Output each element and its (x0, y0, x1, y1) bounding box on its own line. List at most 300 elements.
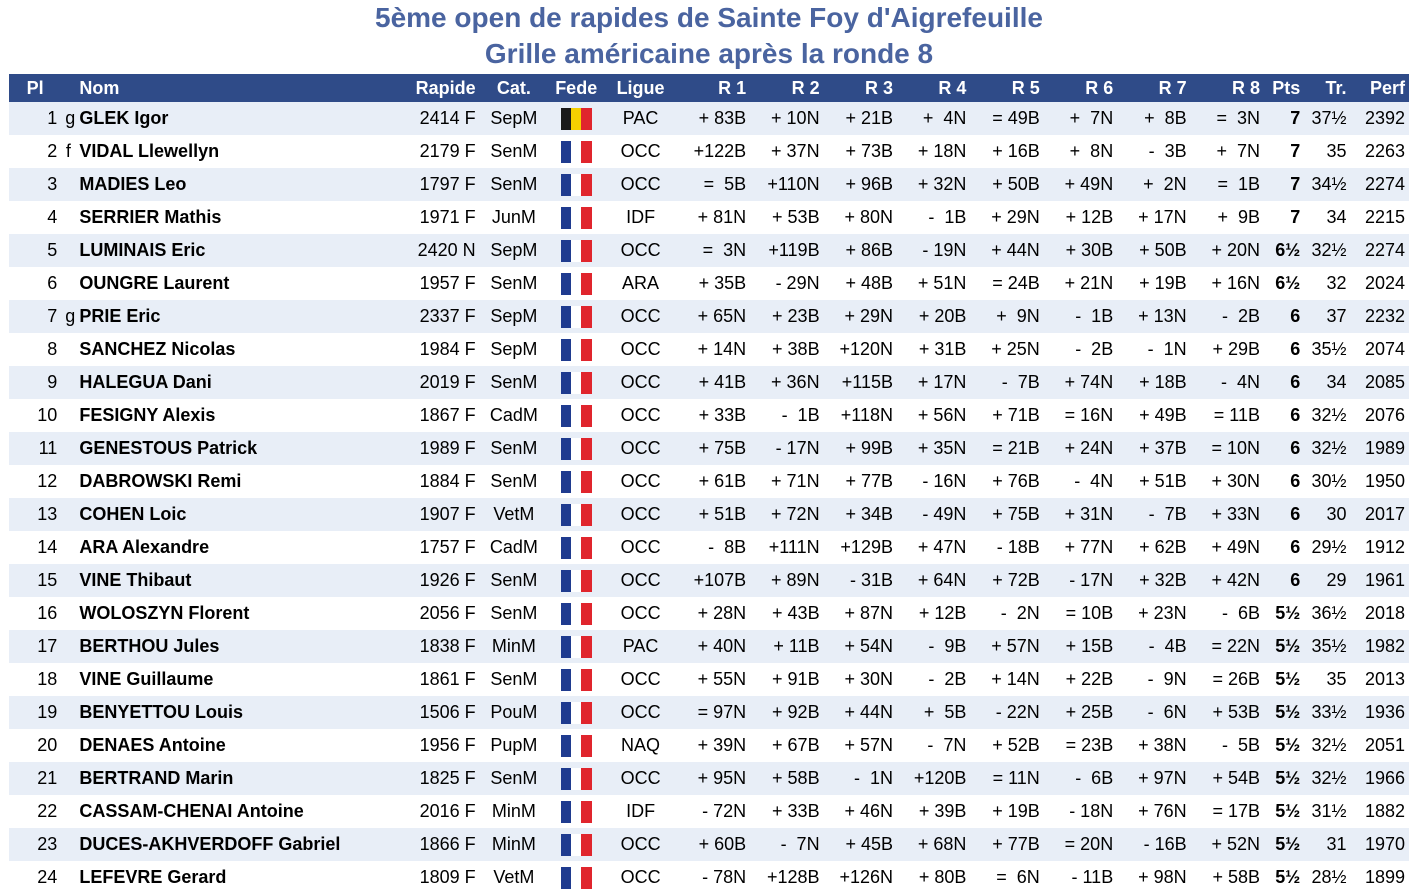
header-perf: Perf (1369, 77, 1405, 98)
points-cell: 6½ (1275, 273, 1301, 293)
title-cell (61, 168, 75, 201)
federation-flag-cell (548, 498, 604, 531)
points-cell: 6 (1290, 504, 1301, 524)
points-cell: 5½ (1275, 867, 1301, 887)
table-row (9, 234, 1409, 267)
category-cell: SenM (490, 603, 538, 623)
player-name-cell: LEFEVRE Gerard (79, 867, 227, 887)
flag-icon (561, 570, 592, 592)
rank-cell: 12 (37, 471, 58, 491)
player-name-cell: SANCHEZ Nicolas (79, 339, 236, 359)
flag-icon (561, 768, 592, 790)
performance-cell: 2017 (1364, 504, 1405, 524)
round-6-result-cell: + 49N (1064, 174, 1114, 194)
header-title-spacer (61, 74, 75, 102)
round-8-result-cell: + 42N (1211, 570, 1261, 590)
round-2-result-cell: - 17N (775, 438, 820, 458)
round-6-result-cell: + 77N (1064, 537, 1114, 557)
round-5-result-cell: + 9N (996, 306, 1040, 326)
round-2-result-cell: + 11B (773, 636, 820, 656)
title-cell (61, 531, 75, 564)
rank-cell: 6 (47, 273, 58, 293)
rating-cell: 1956 F (419, 735, 476, 755)
round-5-result-cell: + 14N (991, 669, 1040, 689)
round-6-result-cell: + 24N (1064, 438, 1114, 458)
round-3-result-cell: + 44N (844, 702, 893, 722)
tiebreak-cell: 30 (1326, 504, 1347, 524)
round-7-result-cell: + 76N (1138, 801, 1187, 821)
round-6-result-cell: = 23B (1065, 735, 1114, 755)
round-4-result-cell: + 68N (917, 834, 967, 854)
round-3-result-cell: +126N (839, 867, 893, 887)
standings-table (9, 74, 1409, 894)
flag-icon (561, 273, 592, 295)
rank-cell: 7 (47, 306, 58, 326)
federation-flag-cell (548, 696, 604, 729)
ligue-cell: PAC (622, 636, 659, 656)
round-7-result-cell: + 51B (1139, 471, 1187, 491)
points-cell: 5½ (1275, 834, 1301, 854)
round-3-result-cell: + 54N (844, 636, 893, 656)
round-1-result-cell: - 72N (702, 801, 747, 821)
round-7-result-cell: + 18B (1139, 372, 1187, 392)
performance-cell: 2274 (1364, 240, 1405, 260)
category-cell: MinM (491, 801, 536, 821)
round-8-result-cell: = 17B (1212, 801, 1261, 821)
title-cell (61, 465, 75, 498)
round-1-result-cell: +122B (693, 141, 747, 161)
round-1-result-cell: - 8B (708, 537, 747, 557)
round-1-result-cell: + 39N (697, 735, 747, 755)
points-cell: 7 (1290, 141, 1301, 161)
page-subtitle: Grille américaine après la ronde 8 (484, 38, 934, 69)
header-ligue: Ligue (616, 77, 665, 98)
round-5-result-cell: + 16B (992, 141, 1040, 161)
round-5-result-cell: + 71B (992, 405, 1040, 425)
flag-icon (561, 471, 592, 493)
flag-icon (561, 306, 592, 328)
round-6-result-cell: + 31N (1064, 504, 1114, 524)
round-5-result-cell: - 18B (996, 537, 1040, 557)
ligue-cell: OCC (620, 768, 661, 788)
rating-cell: 1926 F (419, 570, 476, 590)
title-cell (61, 861, 75, 894)
round-1-result-cell: - 78N (702, 867, 747, 887)
rank-cell: 21 (37, 768, 58, 788)
round-3-result-cell: + 46N (844, 801, 893, 821)
round-3-result-cell: +129B (840, 537, 893, 557)
round-5-result-cell: + 57N (991, 636, 1040, 656)
round-4-result-cell: + 31B (918, 339, 967, 359)
title-cell (61, 762, 75, 795)
ligue-cell: OCC (620, 372, 661, 392)
round-7-result-cell: - 7B (1148, 504, 1187, 524)
tiebreak-cell: 31½ (1311, 801, 1347, 821)
round-1-result-cell: + 75B (698, 438, 747, 458)
header-r3: R 3 (864, 77, 893, 98)
player-name-cell: VINE Thibaut (79, 570, 192, 590)
federation-flag-cell (548, 432, 604, 465)
round-3-result-cell: + 57N (844, 735, 893, 755)
round-1-result-cell: + 61B (698, 471, 747, 491)
round-6-result-cell: - 18N (1069, 801, 1114, 821)
round-7-result-cell: + 38N (1138, 735, 1187, 755)
round-7-result-cell: + 19B (1139, 273, 1187, 293)
round-2-result-cell: + 37N (771, 141, 820, 161)
rating-cell: 1861 F (419, 669, 476, 689)
rank-cell: 1 (47, 108, 58, 128)
flag-icon (561, 636, 592, 658)
rating-cell: 2019 F (419, 372, 476, 392)
round-2-result-cell: + 71N (771, 471, 820, 491)
header-rapide: Rapide (415, 77, 476, 98)
round-8-result-cell: - 2B (1222, 306, 1261, 326)
round-4-result-cell: + 39B (918, 801, 967, 821)
performance-cell: 1961 (1364, 570, 1405, 590)
title-cell (61, 828, 75, 861)
round-5-result-cell: = 11N (992, 768, 1040, 788)
player-name-cell: ARA Alexandre (79, 537, 210, 557)
flag-icon (561, 174, 592, 196)
table-row (9, 333, 1409, 366)
header-tr: Tr. (1325, 77, 1347, 98)
round-5-result-cell: + 25N (991, 339, 1040, 359)
round-1-result-cell: + 35B (698, 273, 747, 293)
round-6-result-cell: = 10B (1065, 603, 1114, 623)
category-cell: JunM (491, 207, 536, 227)
round-3-result-cell: - 1N (853, 768, 893, 788)
flag-icon (561, 735, 592, 757)
header-r8: R 8 (1232, 77, 1261, 98)
rank-cell: 22 (37, 801, 58, 821)
round-7-result-cell: + 62B (1139, 537, 1187, 557)
ligue-cell: OCC (620, 471, 661, 491)
rating-cell: 1884 F (419, 471, 476, 491)
round-7-result-cell: + 37B (1139, 438, 1187, 458)
performance-cell: 2274 (1364, 174, 1405, 194)
player-name-cell: DUCES-AKHVERDOFF Gabriel (79, 834, 341, 854)
federation-flag-cell (548, 135, 604, 168)
rating-cell: 2179 F (419, 141, 476, 161)
round-2-result-cell: + 43B (772, 603, 820, 623)
rating-cell: 1506 F (419, 702, 476, 722)
rank-cell: 5 (47, 240, 58, 260)
round-3-result-cell: + 80N (844, 207, 893, 227)
performance-cell: 1989 (1364, 438, 1405, 458)
round-1-result-cell: + 14N (697, 339, 747, 359)
flag-icon (561, 537, 592, 559)
category-cell: VetM (493, 504, 535, 524)
federation-flag-cell (548, 366, 604, 399)
round-1-result-cell: + 83B (698, 108, 747, 128)
performance-cell: 2024 (1364, 273, 1405, 293)
round-6-result-cell: + 15B (1065, 636, 1114, 656)
round-7-result-cell: + 32B (1139, 570, 1187, 590)
category-cell: SenM (490, 273, 538, 293)
rank-cell: 8 (47, 339, 58, 359)
ligue-cell: OCC (620, 141, 661, 161)
flag-icon (561, 405, 592, 427)
round-3-result-cell: +118N (840, 405, 893, 425)
round-2-result-cell: - 7N (780, 834, 820, 854)
round-7-result-cell: - 9N (1147, 669, 1187, 689)
table-row (9, 201, 1409, 234)
table-row (9, 630, 1409, 663)
performance-cell: 2074 (1364, 339, 1405, 359)
round-4-result-cell: + 18N (917, 141, 967, 161)
round-4-result-cell: - 49N (922, 504, 967, 524)
title-cell (61, 366, 75, 399)
round-8-result-cell: - 5B (1222, 735, 1261, 755)
rating-cell: 2056 F (419, 603, 476, 623)
federation-flag-cell (548, 234, 604, 267)
tiebreak-cell: 30½ (1311, 471, 1347, 491)
federation-flag-cell (548, 102, 604, 135)
round-4-result-cell: + 80B (918, 867, 967, 887)
round-4-result-cell: + 5B (923, 702, 967, 722)
ligue-cell: OCC (620, 405, 661, 425)
round-7-result-cell: - 3B (1148, 141, 1187, 161)
round-6-result-cell: - 2B (1075, 339, 1114, 359)
flag-icon (561, 603, 592, 625)
round-3-result-cell: + 77B (845, 471, 893, 491)
round-8-result-cell: = 3N (1216, 108, 1261, 128)
tiebreak-cell: 35 (1326, 669, 1347, 689)
title-cell (61, 399, 75, 432)
round-5-result-cell: + 76B (992, 471, 1040, 491)
round-4-result-cell: + 64N (917, 570, 967, 590)
points-cell: 6 (1290, 372, 1301, 392)
round-1-result-cell: + 33B (698, 405, 747, 425)
player-name-cell: SERRIER Mathis (79, 207, 222, 227)
rating-cell: 1866 F (419, 834, 476, 854)
table-row (9, 102, 1409, 135)
federation-flag-cell (548, 267, 604, 300)
rank-cell: 19 (37, 702, 58, 722)
points-cell: 6 (1290, 306, 1301, 326)
tiebreak-cell: 32½ (1311, 768, 1347, 788)
round-1-result-cell: + 28N (697, 603, 747, 623)
performance-cell: 1970 (1364, 834, 1405, 854)
rank-cell: 14 (37, 537, 58, 557)
round-8-result-cell: - 6B (1222, 603, 1261, 623)
federation-flag-cell (548, 564, 604, 597)
round-2-result-cell: + 10N (771, 108, 820, 128)
performance-cell: 1966 (1364, 768, 1405, 788)
points-cell: 5½ (1275, 669, 1301, 689)
table-row (9, 597, 1409, 630)
round-1-result-cell: + 55N (697, 669, 747, 689)
performance-cell: 1936 (1364, 702, 1405, 722)
round-6-result-cell: + 7N (1069, 108, 1114, 128)
title-cell (61, 630, 75, 663)
round-7-result-cell: - 1N (1147, 339, 1187, 359)
federation-flag-cell (548, 168, 604, 201)
round-8-result-cell: + 7N (1216, 141, 1261, 161)
points-cell: 5½ (1275, 636, 1301, 656)
table-row (9, 531, 1409, 564)
round-4-result-cell: + 47N (917, 537, 967, 557)
round-6-result-cell: + 74N (1064, 372, 1114, 392)
round-1-result-cell: + 65N (697, 306, 747, 326)
round-2-result-cell: - 29N (775, 273, 820, 293)
rank-cell: 3 (47, 174, 58, 194)
round-2-result-cell: + 23B (772, 306, 820, 326)
round-4-result-cell: + 17N (917, 372, 967, 392)
round-3-result-cell: + 96B (845, 174, 893, 194)
player-name-cell: WOLOSZYN Florent (79, 603, 250, 623)
round-6-result-cell: + 30B (1065, 240, 1114, 260)
category-cell: SenM (490, 438, 538, 458)
ligue-cell: OCC (620, 174, 661, 194)
rank-cell: 17 (37, 636, 58, 656)
flag-icon (561, 240, 592, 262)
header-pts: Pts (1272, 77, 1301, 98)
ligue-cell: OCC (620, 537, 661, 557)
rating-cell: 1907 F (419, 504, 476, 524)
round-5-result-cell: = 49B (992, 108, 1040, 128)
header-r1: R 1 (718, 77, 747, 98)
title-cell (61, 795, 75, 828)
points-cell: 7 (1290, 108, 1301, 128)
rating-cell: 1989 F (419, 438, 476, 458)
category-cell: SepM (490, 108, 538, 128)
round-1-result-cell: + 40N (697, 636, 747, 656)
player-name-cell: COHEN Loic (79, 504, 187, 524)
round-3-result-cell: + 48B (845, 273, 893, 293)
ligue-cell: OCC (620, 867, 661, 887)
player-name-cell: GENESTOUS Patrick (79, 438, 258, 458)
federation-flag-cell (548, 663, 604, 696)
ligue-cell: IDF (626, 801, 656, 821)
round-8-result-cell: + 29B (1212, 339, 1261, 359)
ligue-cell: IDF (626, 207, 656, 227)
player-name-cell: HALEGUA Dani (79, 372, 212, 392)
table-row (9, 267, 1409, 300)
round-8-result-cell: = 26B (1212, 669, 1261, 689)
round-2-result-cell: + 89N (771, 570, 820, 590)
title-cell (61, 201, 75, 234)
round-8-result-cell: + 49N (1211, 537, 1261, 557)
round-5-result-cell: + 75B (992, 504, 1040, 524)
round-3-result-cell: + 30N (844, 669, 893, 689)
title-cell (61, 234, 75, 267)
player-name-cell: BERTHOU Jules (79, 636, 220, 656)
title-cell (61, 564, 75, 597)
round-3-result-cell: + 73B (845, 141, 893, 161)
round-8-result-cell: = 22N (1211, 636, 1261, 656)
header-r4: R 4 (938, 77, 967, 98)
tiebreak-cell: 28½ (1311, 867, 1347, 887)
round-4-result-cell: - 7N (927, 735, 967, 755)
header-r2: R 2 (791, 77, 820, 98)
rank-cell: 11 (38, 438, 58, 458)
round-2-result-cell: + 33B (772, 801, 820, 821)
flag-icon (561, 207, 592, 229)
title-cell: g (65, 108, 76, 128)
round-2-result-cell: + 91B (772, 669, 820, 689)
round-1-result-cell: = 97N (697, 702, 747, 722)
round-5-result-cell: + 44N (991, 240, 1040, 260)
round-2-result-cell: + 38B (772, 339, 820, 359)
federation-flag-cell (548, 795, 604, 828)
flag-icon (561, 339, 592, 361)
round-4-result-cell: - 2B (928, 669, 967, 689)
performance-cell: 2018 (1364, 603, 1405, 623)
round-4-result-cell: - 9B (928, 636, 967, 656)
title-cell (61, 663, 75, 696)
federation-flag-cell (548, 300, 604, 333)
round-8-result-cell: + 53B (1212, 702, 1261, 722)
rank-cell: 10 (37, 405, 58, 425)
round-5-result-cell: = 21B (992, 438, 1040, 458)
rank-cell: 9 (47, 372, 58, 392)
ligue-cell: OCC (620, 240, 661, 260)
flag-icon (561, 867, 592, 889)
round-5-result-cell: - 22N (995, 702, 1040, 722)
round-3-result-cell: + 21B (845, 108, 893, 128)
round-3-result-cell: + 87N (844, 603, 893, 623)
points-cell: 6 (1290, 471, 1301, 491)
ligue-cell: OCC (620, 306, 661, 326)
round-8-result-cell: + 54B (1212, 768, 1261, 788)
tiebreak-cell: 36½ (1311, 603, 1347, 623)
tiebreak-cell: 29½ (1311, 537, 1347, 557)
rank-cell: 16 (37, 603, 58, 623)
rank-cell: 13 (37, 504, 58, 524)
table-row (9, 762, 1409, 795)
round-4-result-cell: + 56N (917, 405, 967, 425)
table-row (9, 861, 1409, 894)
federation-flag-cell (548, 828, 604, 861)
player-name-cell: DENAES Antoine (79, 735, 226, 755)
title-cell: f (65, 141, 71, 161)
round-5-result-cell: + 50B (992, 174, 1040, 194)
round-7-result-cell: + 8B (1144, 108, 1187, 128)
table-row (9, 498, 1409, 531)
round-7-result-cell: + 97N (1138, 768, 1187, 788)
round-2-result-cell: +119B (768, 240, 820, 260)
rating-cell: 2420 N (417, 240, 476, 260)
flag-icon (561, 834, 592, 856)
table-row (9, 828, 1409, 861)
player-name-cell: BENYETTOU Louis (79, 702, 244, 722)
table-row (9, 663, 1409, 696)
tiebreak-cell: 35½ (1311, 636, 1347, 656)
player-name-cell: GLEK Igor (79, 108, 169, 128)
tiebreak-cell: 29 (1326, 570, 1347, 590)
points-cell: 7 (1290, 174, 1301, 194)
round-1-result-cell: = 5B (703, 174, 747, 194)
header-pl: Pl (26, 77, 44, 98)
ligue-cell: OCC (620, 504, 661, 524)
flag-icon (561, 801, 592, 823)
round-7-result-cell: + 50B (1139, 240, 1187, 260)
points-cell: 6½ (1275, 240, 1301, 260)
performance-cell: 1912 (1364, 537, 1405, 557)
performance-cell: 2051 (1364, 735, 1405, 755)
round-7-result-cell: + 98N (1138, 867, 1187, 887)
rank-cell: 4 (47, 207, 58, 227)
points-cell: 5½ (1275, 702, 1301, 722)
federation-flag-cell (548, 597, 604, 630)
table-header-row (9, 74, 1409, 102)
federation-flag-cell (548, 729, 604, 762)
round-6-result-cell: - 1B (1075, 306, 1114, 326)
round-8-result-cell: + 52N (1211, 834, 1261, 854)
round-3-result-cell: +120N (839, 339, 893, 359)
category-cell: SepM (490, 306, 538, 326)
